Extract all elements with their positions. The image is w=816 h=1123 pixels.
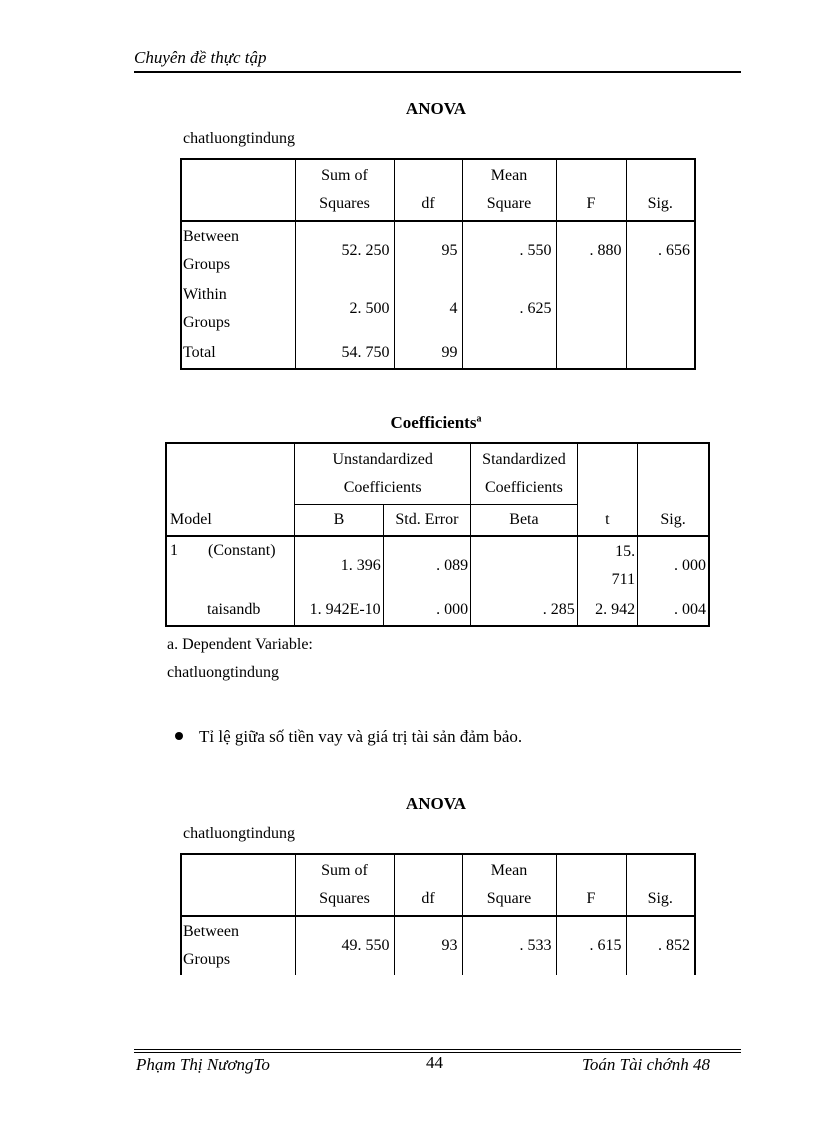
bullet-icon	[175, 732, 183, 740]
coef-footnote-2: chatluongtindung	[167, 664, 279, 681]
footer-author: Phạm Thị NươngTo	[136, 1055, 270, 1074]
table-row: Between Groups 49. 550 93 . 533 . 615 . 852	[181, 916, 695, 975]
anova1-table	[180, 158, 696, 370]
footer-rule-top	[134, 1049, 741, 1050]
page-header: Chuyên đề thực tập	[134, 48, 267, 67]
coef-col-model: Model	[166, 505, 295, 536]
coef-head-t-spacer	[577, 443, 637, 505]
anova2-title: ANOVA	[405, 794, 467, 813]
table-row: taisandb 1. 942E-10 . 000 . 285 2. 942 . 004	[166, 595, 709, 626]
coefficients-title: Coefficients$^a$	[390, 413, 482, 432]
anova2-col-f: F	[556, 854, 626, 916]
coef-col-b: B	[295, 505, 383, 536]
anova2-col-sig: Sig.	[626, 854, 695, 916]
table-row: Within Groups 2. 500 4 . 625	[181, 280, 695, 338]
anova2-col-ms: Mean Square	[462, 854, 556, 916]
anova1-title: ANOVA	[405, 99, 467, 118]
anova1-dependent: chatluongtindung	[183, 130, 295, 147]
table-row: Between Groups 52. 250 95 . 550 . 880 . 656	[181, 221, 695, 280]
anova1-col-ms: Mean Square	[462, 159, 556, 221]
coef-col-stderr: Std. Error	[383, 505, 470, 536]
anova1-col-f: F	[556, 159, 626, 221]
coef-head-unstd: Unstandardized Coefficients	[295, 443, 471, 505]
coef-col-sig: Sig.	[638, 505, 709, 536]
coefficients-table	[165, 442, 710, 627]
table-row: Total 54. 750 99	[181, 338, 695, 369]
anova1-corner	[181, 159, 295, 221]
header-rule	[134, 71, 741, 73]
anova1-col-df: df	[394, 159, 462, 221]
coef-head-std: Standardized Coefficients	[471, 443, 578, 505]
coef-footnote-1: a. Dependent Variable:	[167, 636, 313, 653]
table-row: 1 (Constant) 1. 396 . 089 15. 711 . 000	[166, 536, 709, 595]
bullet-item: Tỉ lệ giữa số tiền vay và giá trị tài sản đảm bảo.	[175, 727, 522, 747]
footer-class: Toán Tài chớnh 48	[582, 1055, 710, 1074]
anova2-corner	[181, 854, 295, 916]
anova2-col-ss: Sum of Squares	[295, 854, 394, 916]
anova2-clip	[180, 853, 696, 977]
page-number: 44	[426, 1053, 443, 1072]
anova2-col-df: df	[394, 854, 462, 916]
coef-corner	[166, 443, 295, 505]
anova2-table	[180, 853, 696, 975]
anova2-dependent: chatluongtindung	[183, 825, 295, 842]
anova1-col-ss: Sum of Squares	[295, 159, 394, 221]
coef-col-beta: Beta	[471, 505, 578, 536]
coef-col-t: t	[577, 505, 637, 536]
coef-head-sig-spacer	[638, 443, 709, 505]
anova1-col-sig: Sig.	[626, 159, 695, 221]
